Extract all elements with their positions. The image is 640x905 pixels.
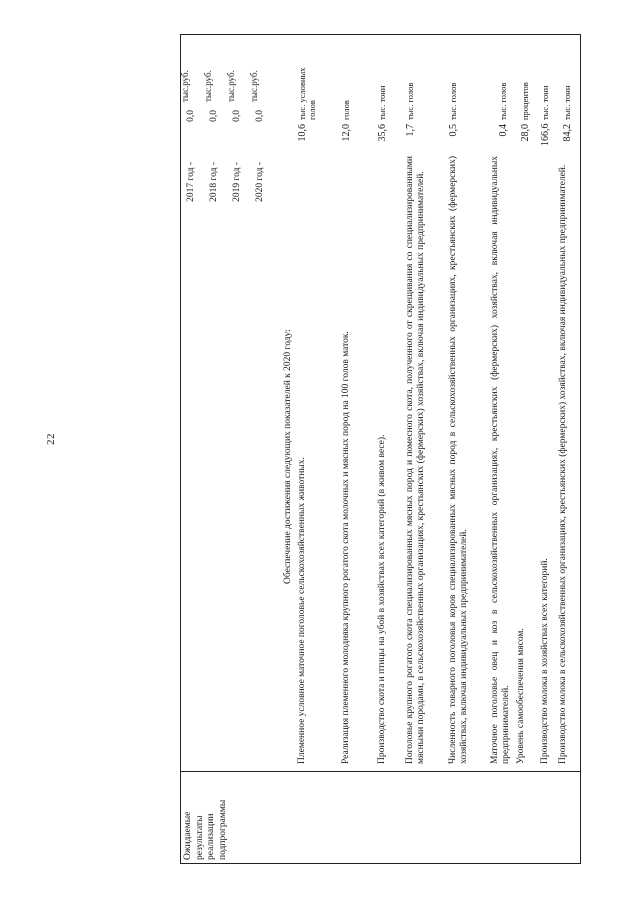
indicator-unit: тыс. голов	[405, 82, 415, 120]
table-bottom-border	[580, 34, 581, 864]
indicator-text: Производство молока в сельскохозяйственных организациях, крестьянских (фермерских) хозяйствах, включая индивидуальных предпринимателей.	[558, 164, 568, 764]
table-left-border	[180, 863, 580, 864]
indicator-unit: процентов	[520, 82, 530, 120]
page-number: 22	[45, 433, 57, 445]
indicator-unit: тыс. голов	[498, 82, 508, 120]
indicator-value: 0,4	[498, 124, 509, 137]
indicator-text: Уровень самообеспечения мясом.	[516, 628, 526, 764]
year-label: 2018 год -	[209, 162, 219, 202]
indicator-unit: тыс. условных голов	[297, 67, 318, 120]
row-label-line: Ожидаемые	[183, 811, 193, 860]
year-amount	[249, 34, 272, 154]
year-label: 2020 год -	[255, 162, 265, 202]
year-amount	[226, 34, 249, 154]
indicator-unit: тыс. тонн	[540, 85, 550, 120]
row-label-line: подпрограммы	[217, 799, 228, 860]
indicator-unit: тыс. тонн	[562, 85, 572, 120]
row-label-line: реализации	[206, 813, 217, 860]
year-value: 0,0	[255, 110, 265, 122]
column-divider	[180, 771, 580, 772]
indicator-unit: тыс. голов	[448, 82, 458, 120]
indicator-unit: тыс. тонн	[377, 85, 387, 120]
years-list	[180, 162, 272, 252]
row-label	[183, 774, 229, 860]
indicators-heading: Обеспечение достижения следующих показателей к 2020 году:	[283, 329, 293, 584]
year-amount	[203, 34, 226, 154]
indicator-unit: голов	[341, 100, 351, 120]
indicator-text: Численность товарного поголовья коров специализированных мясных пород в сельскохозяйственных организациях, крестьянских (фермерских) хозяйствах, включая индивидуальных предпринимателей.	[448, 156, 470, 764]
indicator-value: 166,6	[540, 123, 551, 146]
indicator-value: 0,5	[448, 124, 459, 137]
year-amount	[180, 34, 203, 154]
year-value: 0,0	[209, 110, 219, 122]
table-top-border	[180, 34, 181, 864]
year-label: 2019 год -	[232, 162, 242, 202]
year-value: 0,0	[232, 110, 242, 122]
indicator-value: 1,7	[405, 124, 416, 137]
year-unit: тыс.руб.	[226, 70, 236, 102]
year-unit: тыс.руб.	[203, 70, 213, 102]
year-label: 2017 год -	[186, 162, 196, 202]
indicator-text: Племенное условное маточное поголовье сельскохозяйственных животных.	[297, 457, 307, 764]
indicator-value: 12,0	[341, 124, 352, 142]
indicator-text: Поголовье крупного рогатого скота специализированных мясных пород и помесного скота, полученного от скрещивания со специализированными мясными породами, в сельскохозяйственных организациях, крестьянских (фермерских) хозяйствах, включая индивидуальных предпринимателей.	[405, 156, 427, 764]
years-values	[180, 34, 272, 154]
indicator-text: Маточное поголовье овец и коз в сельскохозяйственных организациях, крестьянских (фермерских) хозяйствах, включая индивидуальных предпринимателей.	[490, 156, 512, 764]
indicator-text: Реализация племенного молодняка крупного рогатого скота молочных и мясных пород на 100 голов маток.	[341, 331, 351, 764]
indicator-value: 28,0	[520, 124, 531, 142]
year-unit: тыс.руб.	[180, 70, 190, 102]
indicator-text: Производство скота и птицы на убой в хозяйствах всех категорий (в живом весе).	[377, 434, 387, 764]
indicator-value: 35,6	[377, 124, 388, 142]
rotated-table	[180, 34, 580, 864]
indicator-text: Производство молока в хозяйствах всех категорий.	[540, 558, 550, 764]
indicator-value: 84,2	[562, 124, 573, 142]
year-unit: тыс.руб.	[249, 70, 259, 102]
indicator-value: 10,6	[297, 124, 308, 142]
row-label-line: результаты	[194, 815, 205, 860]
year-value: 0,0	[186, 110, 196, 122]
